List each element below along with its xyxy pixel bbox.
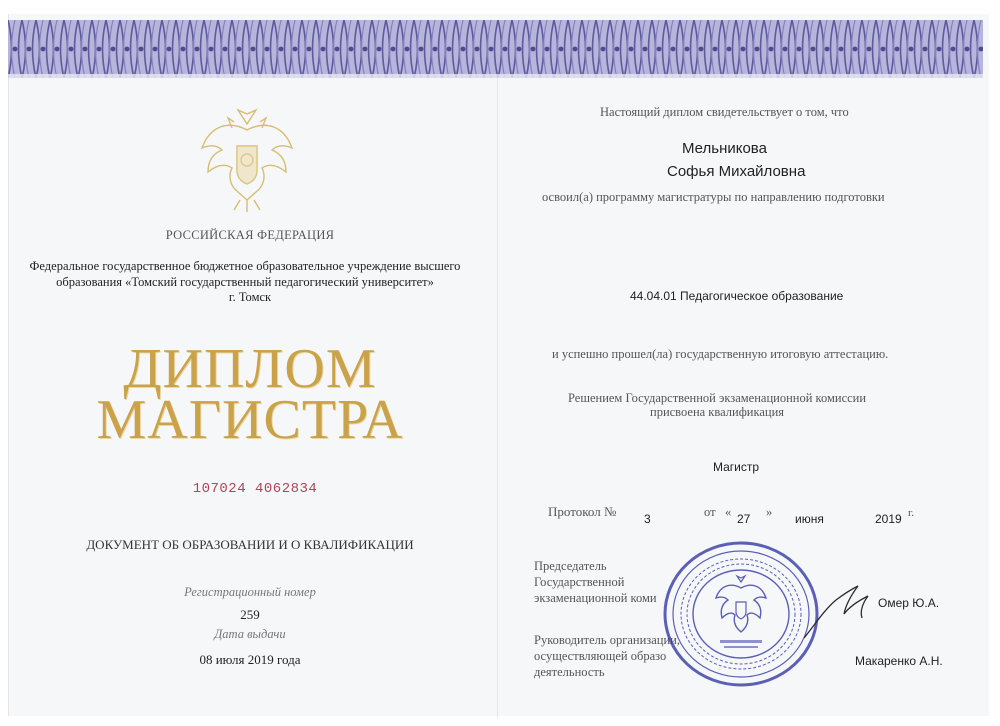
program-statement: освоил(а) программу магистратуры по направлению подготовки — [542, 190, 885, 204]
qualification: Магистр — [713, 460, 760, 474]
page-fold — [497, 78, 498, 718]
quote-open: « — [725, 505, 732, 519]
protocol-month: июня — [795, 512, 824, 526]
organization-head-label: Руководитель организации, осуществляющей образо деятельность — [534, 633, 680, 679]
protocol-year: 2019 — [875, 512, 902, 526]
quote-close: » — [766, 505, 773, 519]
russian-coat-of-arms-icon — [188, 100, 306, 218]
institution-line-1: Федеральное государственное бюджетное образовательное учреждение высшего — [29, 259, 461, 273]
city-name: г. Томск — [228, 290, 272, 304]
serial-number: 107024 4062834 — [192, 481, 318, 497]
protocol-number: 3 — [644, 512, 651, 526]
organization-head-name: Макаренко А.Н. — [855, 654, 943, 668]
graduate-surname: Мельникова — [682, 140, 767, 157]
issue-date: 08 июля 2019 года — [199, 652, 301, 667]
graduate-given-names: Софья Михайловна — [667, 163, 806, 180]
official-seal-icon — [660, 538, 822, 690]
protocol-day: 27 — [737, 512, 751, 526]
signature-icon — [800, 580, 890, 640]
commission-chair-label: Председатель Государственной экзаменационной коми — [534, 559, 657, 605]
attestation-statement: и успешно прошел(ла) государственную итоговую аттестацию. — [552, 347, 889, 361]
certification-intro: Настоящий диплом свидетельствует о том, что — [600, 105, 849, 119]
diploma-title-line-1: ДИПЛОМ — [123, 338, 377, 400]
year-suffix: г. — [908, 507, 915, 519]
institution-line-2: образования «Томский государственный педагогический университет» — [56, 275, 434, 289]
commission-decision-line-1: Решением Государственной экзаменационной комиссии — [568, 391, 867, 405]
institution-name — [15, 258, 475, 290]
registration-label: Регистрационный номер — [184, 585, 316, 599]
security-band — [8, 20, 983, 78]
document-type: ДОКУМЕНТ ОБ ОБРАЗОВАНИИ И О КВАЛИФИКАЦИИ — [86, 537, 414, 552]
issue-date-label: Дата выдачи — [214, 627, 286, 641]
diploma-title-line-2: МАГИСТРА — [96, 389, 404, 451]
commission-decision-line-2: присвоена квалификация — [650, 405, 785, 419]
commission-chair-name: Омер Ю.А. — [878, 596, 940, 610]
protocol-label: Протокол № — [548, 504, 617, 519]
country-name: РОССИЙСКАЯ ФЕДЕРАЦИЯ — [165, 228, 335, 242]
registration-number: 259 — [240, 607, 260, 622]
protocol-from-label: от — [704, 505, 716, 519]
program-name: 44.04.01 Педагогическое образование — [630, 289, 844, 303]
